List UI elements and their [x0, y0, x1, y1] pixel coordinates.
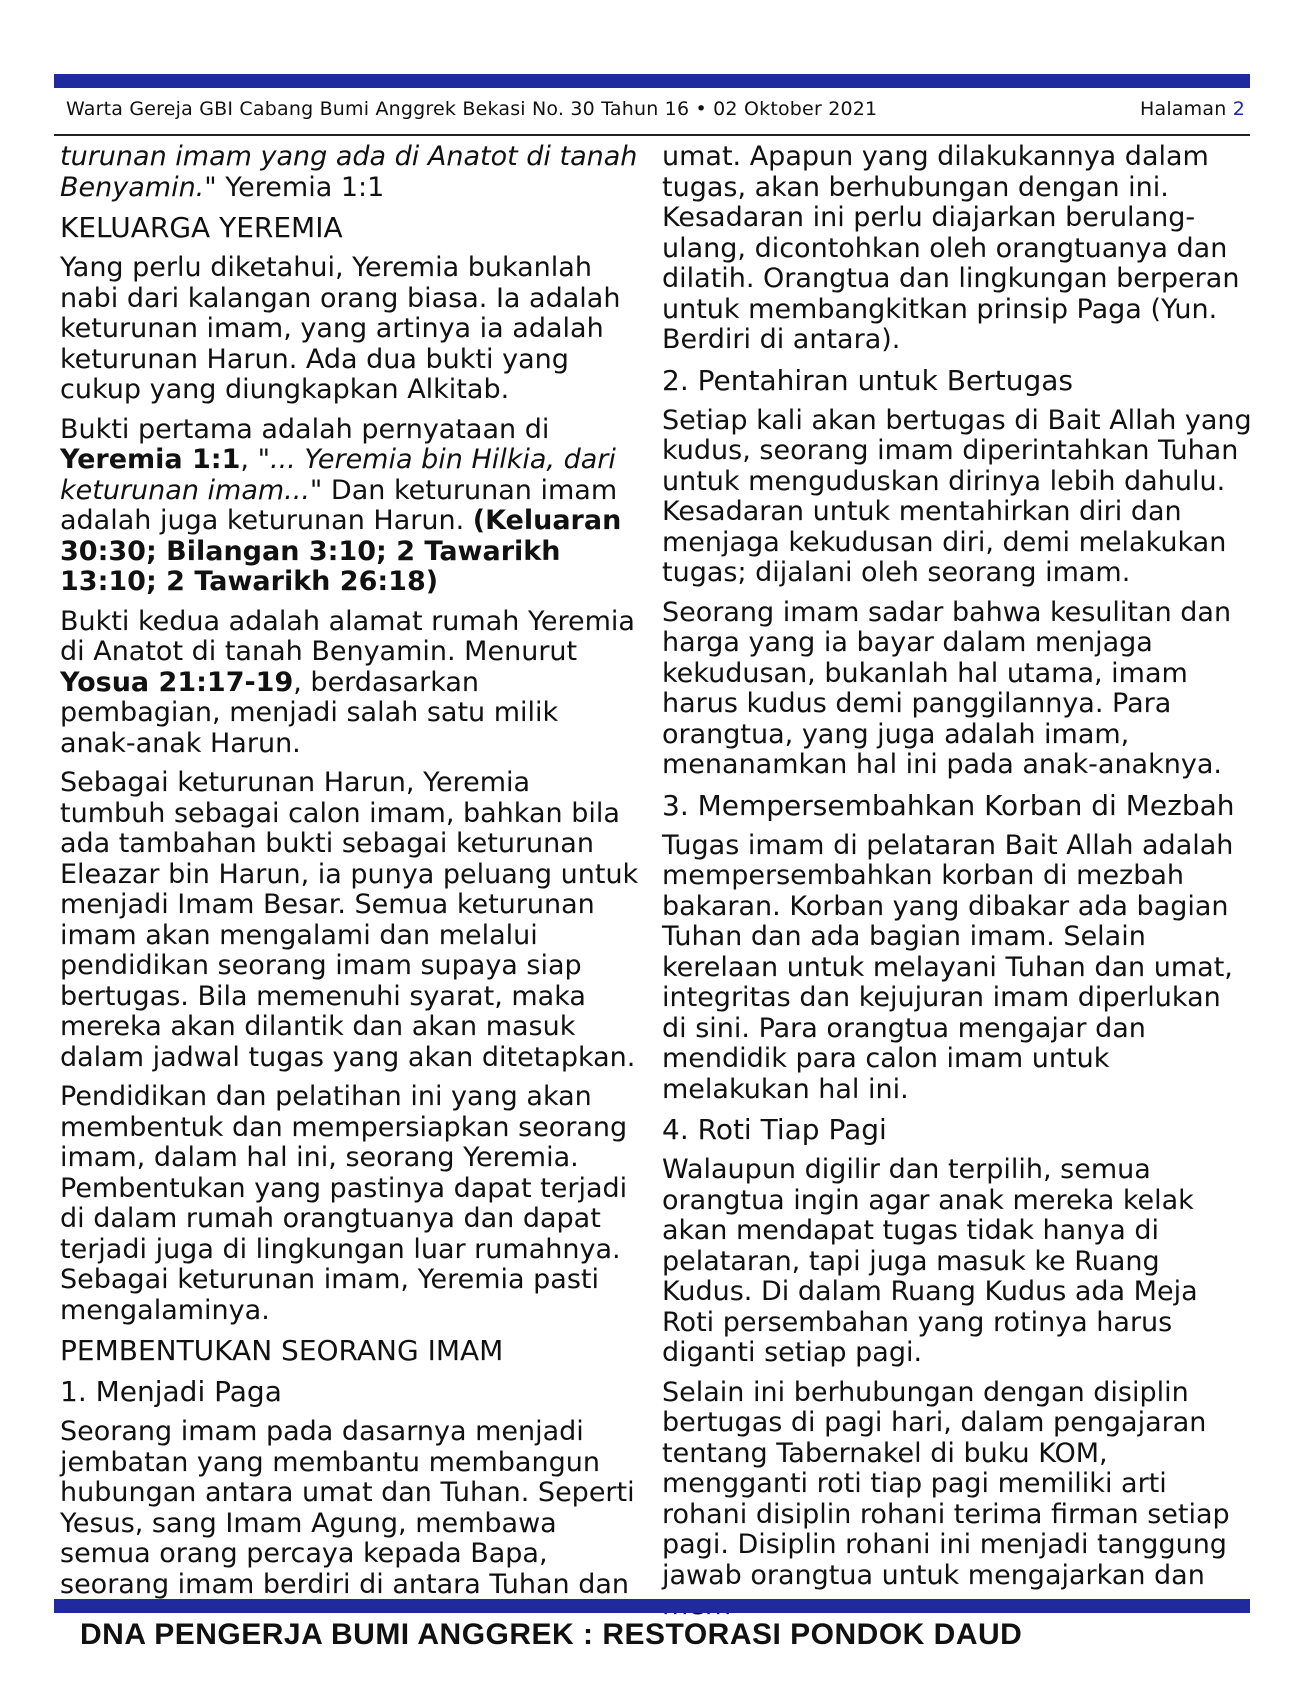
paragraph-bukti-kedua	[60, 607, 642, 760]
heading-pembentukan: PEMBENTUKAN SEORANG IMAM	[60, 1334, 504, 1367]
heading-number: 3.	[662, 788, 698, 822]
paragraph-kesulitan: Seorang imam sadar bahwa kesulitan dan harga yang ia bayar dalam menjaga kekudusan, bukanlah hal utama, imam harus kudus demi panggilannya. Para orangtua, yang juga adalah imam, menanamkan hal ini pada anak-anaknya.	[662, 596, 1232, 780]
paragraph-paga-continued: umat. Apapun yang dilakukannya dalam tugas, akan berhubungan dengan ini. Kesadaran ini perlu diajarkan berulang-ulang, dicontohkan oleh orangtuanya dan dilatih. Orangtua dan lingkungan berperan untuk membangkitkan prinsip Paga (Yun. Berdiri di antara).	[662, 141, 1240, 355]
scripture-quote: "... Yeremia bin Hilkia, dari keturunan imam..."	[60, 444, 616, 506]
scripture-reference: (Keluaran 30:30; Bilangan 3:10; 2 Tawarikh 13:10; 2 Tawarikh 26:18)	[60, 505, 622, 597]
text-run: Bukti pertama adalah pernyataan di	[60, 413, 550, 445]
heading-number: 4.	[662, 1113, 698, 1146]
paragraph-pelataran: Tugas imam di pelataran Bait Allah adalah mempersembahkan korban di mezbah bakaran. Korban yang dibakar ada bagian Tuhan dan ada bagian imam. Selain kerelaan untuk melayani Tuhan dan umat, integritas dan kejujuran imam diperlukan di sini. Para orangtua mengajar dan mendidik para calon imam untuk melakukan hal ini.	[662, 829, 1234, 1105]
paragraph-jembatan: Seorang imam pada dasarnya menjadi jembatan yang membantu membangun hubungan antara umat dan Tuhan. Seperti Yesus, sang Imam Agung, membawa semua orang percaya kepada Bapa, seorang imam berdiri di antara Tuhan dan	[60, 1416, 635, 1600]
paragraph-keturunan-imam: Yang perlu diketahui, Yeremia bukanlah nabi dari kalangan orang biasa. Ia adalah keturunan imam, yang artinya ia adalah keturunan Harun. Ada dua bukti yang cukup yang diungkapkan Alkitab.	[60, 252, 621, 405]
heading-menjadi-paga: 1. Menjadi Paga	[60, 1375, 282, 1408]
scripture-reference: Yeremia 1:1	[60, 444, 241, 475]
heading-title: Roti Tiap Pagi	[697, 1113, 887, 1146]
page-header	[60, 98, 1245, 126]
paragraph-ruang-kudus: Walaupun digilir dan terpilih, semua orangtua ingin agar anak mereka kelak akan mendapat tugas tidak hanya di pelataran, tapi juga masuk ke Ruang Kudus. Di dalam Ruang Kudus ada Meja Roti persembahan yang rotinya harus diganti setiap pagi.	[662, 1154, 1198, 1368]
heading-title: Mempersembahkan Korban di Mezbah	[697, 788, 1235, 822]
paragraph-pendidikan: Pendidikan dan pelatihan ini yang akan membentuk dan mempersiapkan seorang imam, dalam hal ini, seorang Yeremia. Pembentukan yang pastinya dapat terjadi di dalam rumah orangtuanya dan dapat terjadi juga di lingkungan luar rumahnya. Sebagai keturunan imam, Yeremia pasti mengalaminya.	[60, 1081, 628, 1326]
header-page-label: Halaman	[1140, 98, 1227, 120]
text-run: , berdasarkan pembagian, menjadi salah satu milik anak-anak Harun.	[60, 666, 559, 759]
scripture-reference: Yosua 21:17-19	[60, 666, 294, 698]
footer-motto: DNA PENGERJA BUMI ANGGREK : RESTORASI PONDOK DAUD	[80, 1618, 1023, 1651]
right-column	[662, 142, 1252, 1631]
header-publication-info: Warta Gereja GBI Cabang Bumi Anggrek Bekasi No. 30 Tahun 16 • 02 Oktober 2021	[66, 98, 878, 120]
verse-reference: Yeremia 1:1	[216, 171, 385, 203]
verse-quote-text: turunan imam yang ada di Anatot di tanah Benyamin."	[60, 141, 638, 203]
text-run: ,	[240, 444, 258, 475]
heading-pentahiran	[662, 365, 1252, 397]
text-run: Bukti kedua adalah alamat rumah Yeremia di Anatot di tanah Benyamin. Menurut	[60, 605, 635, 667]
header-divider	[54, 134, 1250, 136]
header-page-number: 2	[1232, 98, 1245, 120]
top-accent-bar	[54, 74, 1250, 88]
heading-korban	[662, 790, 1252, 822]
bottom-accent-bar	[54, 1599, 1250, 1613]
paragraph-menguduskan: Setiap kali akan bertugas di Bait Allah yang kudus, seorang imam diperintahkan Tuhan untuk menguduskan dirinya lebih dahulu. Kesadaran untuk mentahirkan diri dan menjaga kekudusan diri, demi melakukan tugas; dijalani oleh seorang imam.	[662, 404, 1252, 588]
left-column	[60, 142, 642, 1609]
text-run: Dan keturunan imam adalah juga keturunan Harun.	[60, 474, 618, 536]
heading-roti	[662, 1114, 1252, 1146]
paragraph-verse-ending	[60, 142, 642, 203]
header-page-indicator	[1140, 98, 1245, 120]
heading-title: Pentahiran untuk Bertugas	[697, 363, 1073, 397]
paragraph-bukti-pertama	[60, 415, 642, 598]
heading-keluarga-yeremia: KELUARGA YEREMIA	[60, 211, 343, 244]
paragraph-disiplin: Selain ini berhubungan dengan disiplin bertugas di pagi hari, dalam pengajaran tentang Tabernakel di buku KOM, mengganti roti tiap pagi memiliki arti rohani disiplin rohani terima firman setiap pagi. Disiplin rohani ini menjadi tanggung jawab orangtua untuk mengajarkan dan	[662, 1376, 1230, 1591]
heading-number: 2.	[662, 363, 698, 397]
paragraph-calon-imam: Sebagai keturunan Harun, Yeremia tumbuh sebagai calon imam, bahkan bila ada tambahan bukti sebagai keturunan Eleazar bin Harun, ia punya peluang untuk menjadi Imam Besar. Semua keturunan imam akan mengalami dan melalui pendidikan seorang imam supaya siap bertugas. Bila memenuhi syarat, maka mereka akan dilantik dan akan masuk dalam jadwal tugas yang akan ditetapkan.	[60, 767, 639, 1073]
